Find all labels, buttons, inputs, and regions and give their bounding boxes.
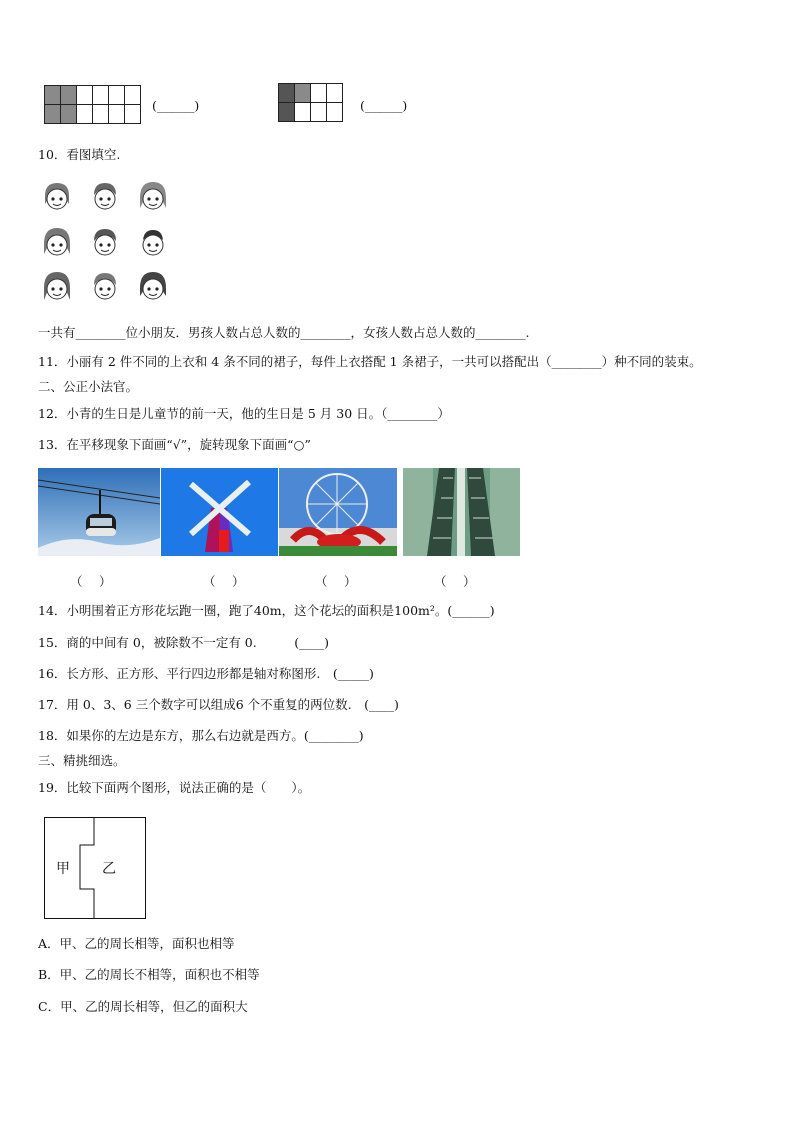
q12-text: 12．小青的生日是儿童节的前一天，他的生日是 5 月 30 日。（________） <box>38 406 450 421</box>
fraction-grid-2 <box>278 83 343 122</box>
q13-answer-2[interactable]: （ ） <box>203 574 245 589</box>
q10-title: 10．看图填空. <box>38 147 121 162</box>
ferris-wheel-photo <box>279 468 397 556</box>
girl-face-icon <box>40 180 74 214</box>
boy-face-icon <box>136 226 170 260</box>
q19-option-a[interactable]: A．甲、乙的周长相等，面积也相等 <box>38 936 235 951</box>
q13-text: 13．在平移现象下面画“√”，旋转现象下面画“○” <box>38 437 311 452</box>
jia-yi-figure <box>44 817 146 919</box>
q18-text: 18．如果你的左边是东方，那么右边就是西方。(________) <box>38 728 364 743</box>
q19-option-c[interactable]: C．甲、乙的周长相等，但乙的面积大 <box>38 999 248 1014</box>
q11-text: 11．小丽有 2 件不同的上衣和 4 条不同的裙子，每件上衣搭配 1 条裙子，一共可以搭配出（________）种不同的装束。 <box>38 354 702 369</box>
answer-blank-1[interactable]: (______) <box>152 98 200 113</box>
q15-text: 15．商的中间有 0，被除数不一定有 0. (____) <box>38 635 329 650</box>
boy-face-icon <box>88 226 122 260</box>
cable-car-photo <box>38 468 160 556</box>
boy-face-icon <box>88 180 122 214</box>
answer-blank-2[interactable]: (______) <box>360 98 408 113</box>
windmill-photo <box>161 468 278 556</box>
q17-text: 17．用 0、3、6 三个数字可以组成6 个不重复的两位数. (____) <box>38 697 399 712</box>
fraction-grid-1 <box>44 85 141 124</box>
boy-face-icon <box>88 270 122 304</box>
q13-answer-3[interactable]: （ ） <box>315 574 357 589</box>
q19-option-b[interactable]: B．甲、乙的周长不相等，面积也不相等 <box>38 967 260 982</box>
girl-face-icon <box>40 226 74 260</box>
q13-answer-1[interactable]: （ ） <box>70 574 112 589</box>
q19-text: 19．比较下面两个图形，说法正确的是（ ）。 <box>38 780 311 795</box>
label-jia: 甲 <box>56 861 70 877</box>
q13-answer-4[interactable]: （ ） <box>434 574 476 589</box>
section-2-title: 二、公正小法官。 <box>38 379 139 394</box>
girl-face-icon <box>136 180 170 214</box>
q16-text: 16．长方形、正方形、平行四边形都是轴对称图形. (_____) <box>38 666 374 681</box>
section-3-title: 三、精挑细选。 <box>38 753 126 768</box>
q10-fill-text: 一共有________位小朋友．男孩人数占总人数的________，女孩人数占总人数的________. <box>38 325 530 340</box>
girl-face-icon <box>136 270 170 304</box>
escalator-photo <box>403 468 520 556</box>
q14-text: 14．小明围着正方形花坛跑一圈，跑了40m，这个花坛的面积是100m²。(______) <box>38 603 495 618</box>
girl-face-icon <box>40 270 74 304</box>
label-yi: 乙 <box>102 861 116 877</box>
